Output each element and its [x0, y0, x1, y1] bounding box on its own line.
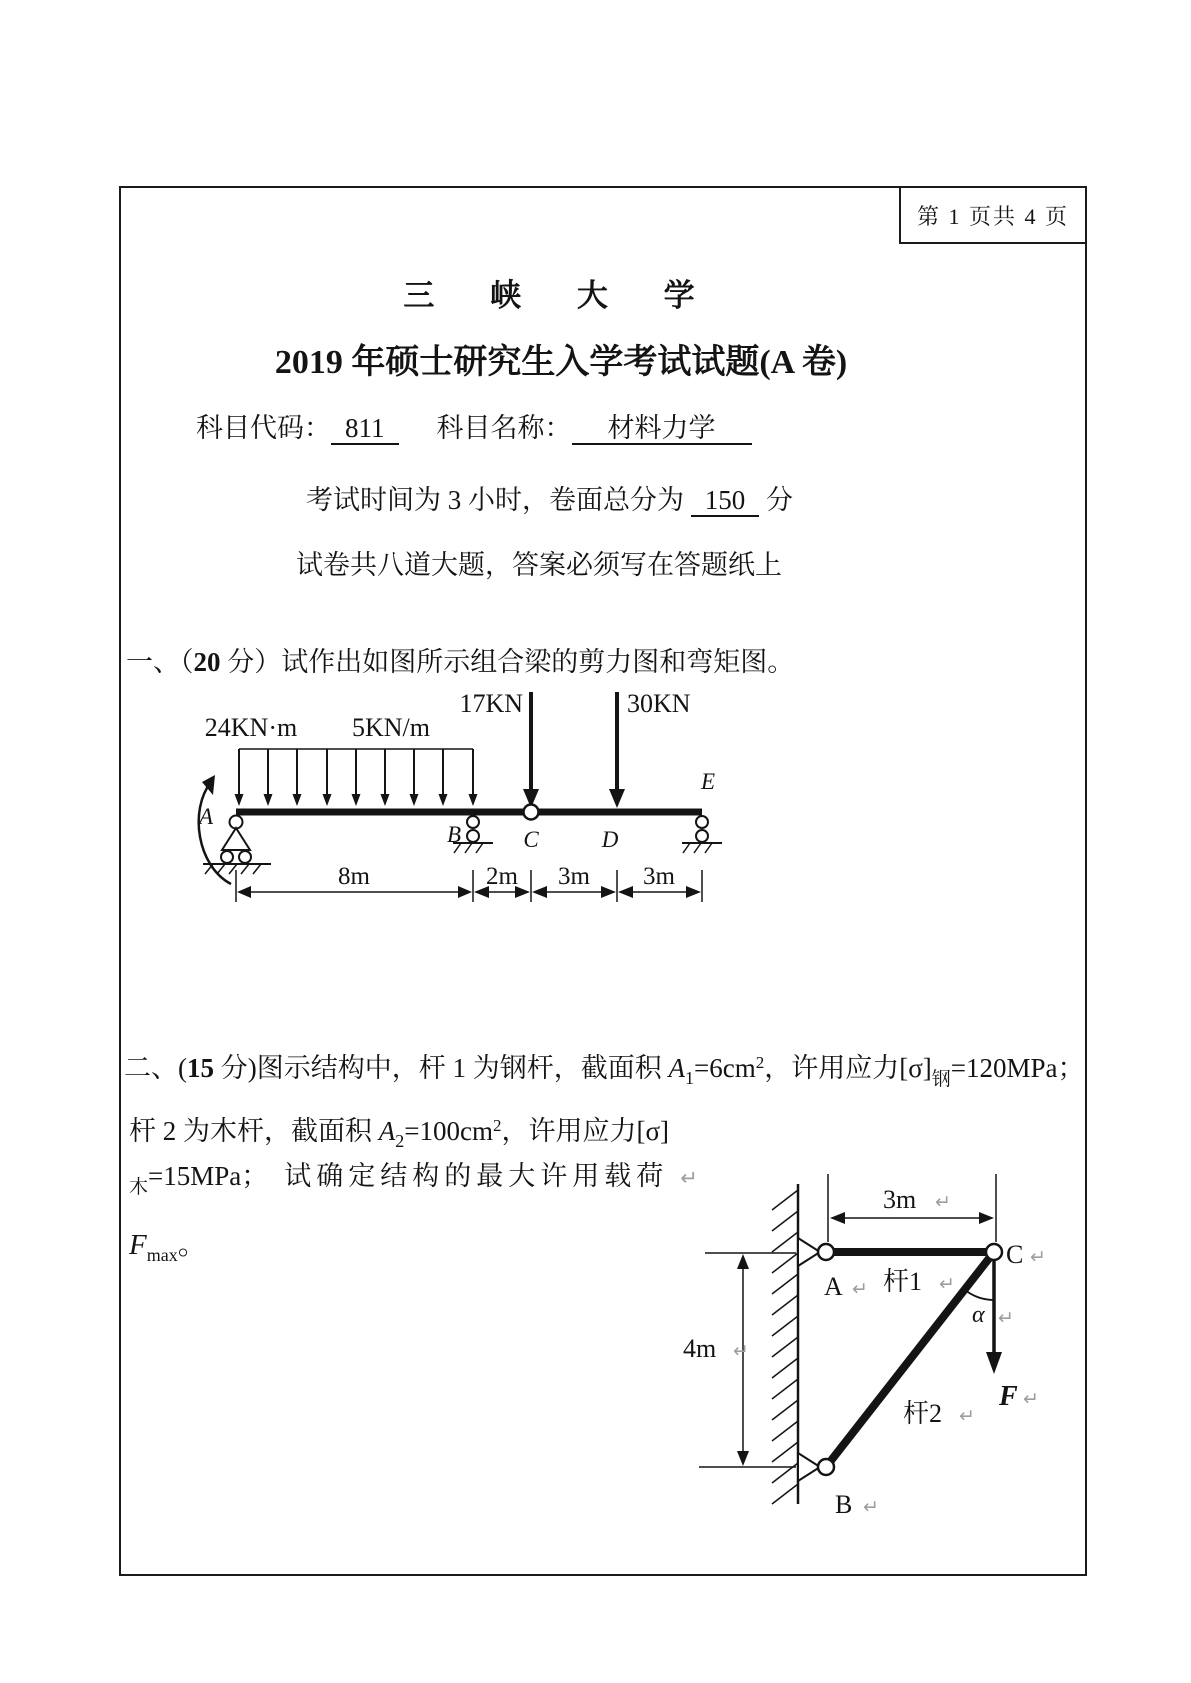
exam-title: 2019 年硕士研究生入学考试试题(A 卷): [274, 344, 848, 381]
duration-prefix: 考试时间为 3 小时，卷面总分为: [306, 485, 684, 515]
beam-dim-cd: 3m: [558, 863, 590, 890]
distributed-load-arrows: [235, 749, 478, 806]
paragraph-mark: ↵: [1023, 1388, 1039, 1410]
problem2-line1-text: 分)图示结构中，杆 1 为钢杆，截面积: [214, 1053, 669, 1083]
page-frame: [119, 186, 1087, 1576]
force-30kn-label: 30KN: [627, 689, 691, 718]
instruction-line: 试卷共八道大题，答案必须写在答题纸上: [296, 550, 782, 580]
problem1-prefix: 一、（: [126, 647, 194, 677]
force-f-label: F: [999, 1381, 1018, 1412]
joint-a: [818, 1244, 834, 1260]
beam-dim-bc: 2m: [486, 863, 518, 890]
moment-arrow: [199, 775, 231, 884]
beam-dim-de: 3m: [643, 863, 675, 890]
subject-name-value: 材料力学: [572, 413, 752, 445]
page-number-box: [899, 186, 1087, 244]
beam-dim-ab: 8m: [338, 863, 370, 890]
sigma-wood-open: ，许用应力[σ]: [501, 1116, 670, 1146]
angle-alpha-label: α: [972, 1302, 985, 1328]
sigma-wood-value: =15MPa；: [148, 1161, 269, 1191]
problem2-line1: [124, 1046, 1085, 1091]
paragraph-mark: ↵: [1030, 1246, 1046, 1268]
bar1-label: 杆1: [883, 1267, 923, 1296]
paragraph-mark: ↵: [852, 1278, 868, 1300]
problem2-question-text: 试确定结构的最大许用载荷: [284, 1161, 669, 1191]
problem1-suffix: 分）试作出如图所示组合梁的剪力图和弯矩图。: [220, 647, 795, 677]
truss-dim-3m: 3m: [883, 1185, 917, 1214]
subject-code-value: 811: [331, 413, 399, 445]
var-a2: A: [378, 1116, 396, 1146]
truss-point-c: C: [1006, 1240, 1024, 1269]
truss-diagram: [621, 1132, 1051, 1532]
subject-name-label: 科目名称：: [436, 413, 572, 443]
moment-label: 24KN·m: [204, 713, 298, 742]
force-30kn-arrow: [609, 692, 625, 808]
beam-point-c: C: [523, 827, 539, 852]
problem1-points: 20: [193, 647, 221, 677]
problem2-line2-text: 杆 2 为木杆，截面积: [129, 1116, 379, 1146]
truss-point-a: A: [824, 1272, 843, 1301]
sigma-steel-value: =120MPa；: [950, 1053, 1085, 1083]
problem2-points: 15: [187, 1053, 214, 1083]
paragraph-mark: ↵: [959, 1405, 975, 1427]
pin-a-triangle: [798, 1238, 820, 1266]
var-fmax: F: [129, 1229, 147, 1261]
university-title: 三 峡 大 学: [403, 278, 719, 313]
page-indicator: 第 1 页共 4 页: [916, 203, 1069, 229]
truss-dim-4m: 4m: [683, 1334, 717, 1363]
sigma-steel-sub: 钢: [931, 1069, 951, 1090]
a1-value: =6cm: [694, 1053, 756, 1083]
a1-sup: 2: [755, 1053, 765, 1072]
subject-code-label: 科目代码：: [196, 413, 331, 443]
support-e: [682, 816, 722, 853]
beam-point-d: D: [601, 827, 619, 852]
pin-b-triangle: [798, 1453, 820, 1481]
var-a2-sub: 2: [395, 1131, 405, 1151]
beam-diagram: [151, 672, 831, 917]
joint-c: [986, 1244, 1002, 1260]
joint-b: [818, 1459, 834, 1475]
sigma-wood-sub: 木: [129, 1177, 149, 1198]
truss-point-b: B: [835, 1490, 853, 1519]
force-17kn-label: 17KN: [459, 689, 523, 718]
a2-sup: 2: [492, 1116, 502, 1135]
sigma-steel: ，许用应力[σ]: [764, 1053, 932, 1083]
paragraph-mark: ↵: [939, 1273, 955, 1295]
a2-value: =100cm: [404, 1116, 493, 1146]
period: 。: [177, 1229, 207, 1261]
var-a1-sub: 1: [685, 1068, 694, 1088]
paragraph-mark: ↵: [680, 1166, 698, 1190]
total-score: 150: [691, 485, 760, 517]
problem2-line2: [129, 1109, 669, 1152]
force-17kn-arrow: [523, 692, 539, 808]
beam-point-b: B: [446, 822, 461, 847]
wall-hatching: [772, 1190, 798, 1504]
angle-arc: [965, 1290, 994, 1300]
beam-point-a: A: [198, 804, 213, 829]
problem2-prefix: 二、(: [124, 1053, 187, 1083]
distributed-load-label: 5KN/m: [352, 713, 430, 742]
beam-point-e: E: [700, 769, 716, 794]
var-a1: A: [668, 1053, 685, 1083]
problem2-line4: [129, 1222, 207, 1266]
paragraph-mark: ↵: [733, 1340, 749, 1362]
duration-line: [306, 478, 793, 517]
var-fmax-sub: max: [146, 1245, 178, 1265]
paragraph-mark: ↵: [998, 1307, 1014, 1329]
bar2-label: 杆2: [903, 1399, 943, 1428]
subject-line: [196, 406, 752, 445]
problem2-line3: [129, 1154, 698, 1199]
score-unit: 分: [766, 485, 793, 515]
beam-dimensions: [236, 870, 702, 902]
paragraph-mark: ↵: [863, 1496, 879, 1518]
paragraph-mark: ↵: [935, 1191, 951, 1213]
support-a: [203, 816, 271, 875]
hinge-c: [524, 805, 539, 820]
